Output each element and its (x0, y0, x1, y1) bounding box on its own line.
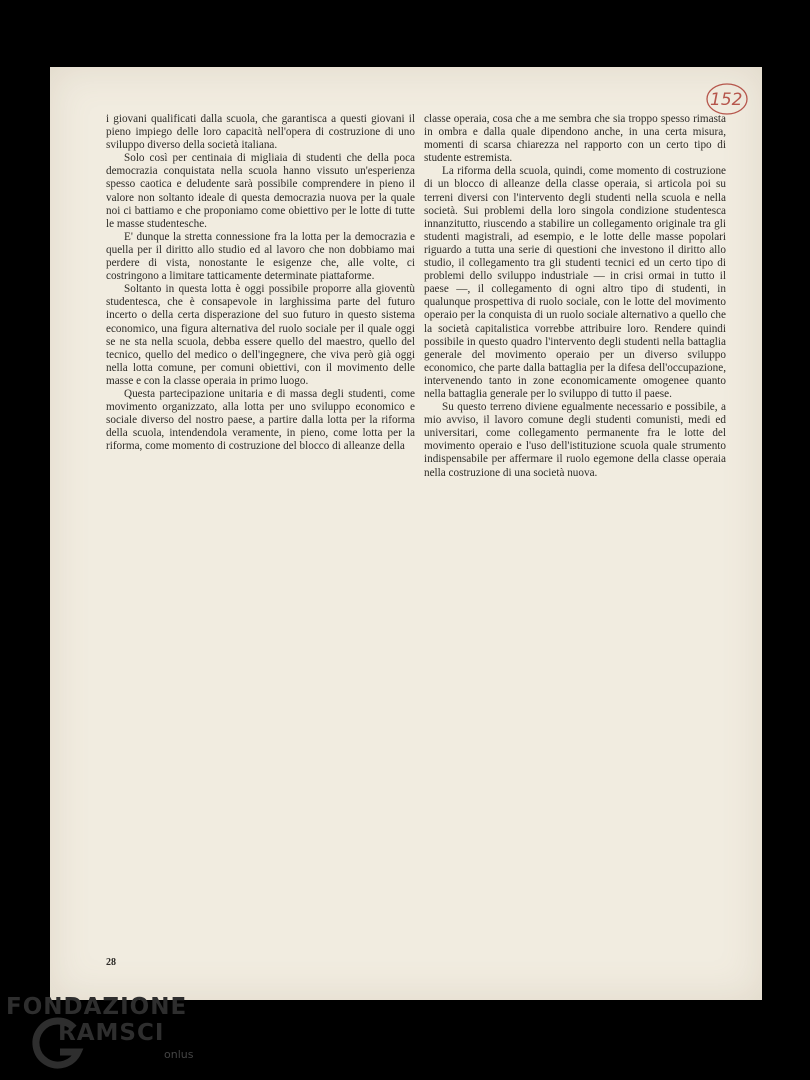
logo-subtitle: onlus (164, 1048, 194, 1061)
folio-number: 152 (710, 90, 743, 110)
paragraph: Su questo terreno diviene egualmente necessario e possibile, a mio avviso, il lavoro comune degli studenti comunisti, medi ed universitari, come collegamento permanente fra le lotte del movimento operaio e l'uso dell'istituzione scuola quale strumento indispensabile per affermare il ruolo egemone della classe operaia nella costruzione di una società nuova. (424, 401, 726, 479)
paragraph: i giovani qualificati dalla scuola, che garantisca a questi giovani il pieno impiego delle loro capacità nell'opera di costruzione di uno sviluppo diverso della società italiana. (106, 113, 415, 152)
page-number: 28 (106, 957, 116, 968)
paragraph: La riforma della scuola, quindi, come momento di costruzione di un blocco di alleanze della classe operaia, si articola poi su terreni diversi con l'intervento degli studenti nella scuola e nella società. Sui problemi della loro singola condizione studentesca innanzitutto, riuscendo a stabilire un collegamento originale tra gli studenti magistrali, ad esempio, e le lotte delle masse popolari riguardo a tutta una serie di questioni che investono il diritto allo studio, il collegamento tra gli studenti tecnici ed un certo tipo di problemi dello sviluppo industriale — in crisi ormai in tutto il paese —, il collegamento di ogni altro tipo di studenti, in qualunque prospettiva di ruolo sociale, con le lotte del movimento operaio per la conquista di un ruolo sociale alternativo a quello che la società capitalistica vorrebbe attribuire loro. Rendere quindi possibile in questo quadro l'intervento degli studenti nella battaglia generale del movimento operaio per un diverso sviluppo economico, che parte dalla battaglia per la difesa dell'occupazione, intervenendo tanto in zone economicamente omogenee quanto nella battaglia generale per lo sviluppo di tutto il paese. (424, 165, 726, 400)
left-column (106, 113, 415, 453)
fondazione-gramsci-logo (0, 990, 230, 1080)
folio-annotation (705, 81, 749, 117)
logo-line2: RAMSCI (58, 1020, 165, 1046)
right-column (424, 113, 726, 480)
paragraph: Soltanto in questa lotta è oggi possibile proporre alla gioventù studentesca, che è consapevole in larghissima parte del futuro incerto o della certa disperazione del suo futuro in questo sistema economico, una figura alternativa del ruolo sociale per il quale oggi se ne sta nella scuola, debba essere quello del maestro, quello del tecnico, quello del medico o dell'ingegnere, che viva però già oggi nella lotta comune, per comuni obiettivi, con il movimento delle masse e con la classe operaia in primo luogo. (106, 283, 415, 387)
paragraph: classe operaia, cosa che a me sembra che sia troppo spesso rimasta in ombra e dalla quale dipendono anche, in una certa misura, momenti di scarsa chiarezza nel rapporto con un certo tipo di studente estremista. (424, 113, 726, 165)
paragraph: Solo così per centinaia di migliaia di studenti che della poca democrazia conquistata nella scuola hanno vissuto un'esperienza spesso caotica e deludente sarà possibile comprendere in pieno il valore non soltanto ideale di questa democrazia nuova per la quale noi ci battiamo e che proponiamo come obiettivo per le lotte di tutte le masse studentesche. (106, 152, 415, 230)
paragraph: Questa partecipazione unitaria e di massa degli studenti, come movimento organizzato, alla lotta per uno sviluppo economico e sociale diverso del nostro paese, a partire dalla lotta per la riforma della scuola, intendendola veramente, in pieno, come lotta per la riforma, come momento di costruzione del blocco di alleanze della (106, 387, 415, 453)
paragraph: E' dunque la stretta connessione fra la lotta per la democrazia e quella per il diritto allo studio ed al lavoro che non dobbiamo mai perdere di vista, nonostante le esigenze che, alle volte, ci costringono a limitare tatticamente determinate piattaforme. (106, 230, 415, 283)
document-page (50, 67, 762, 1000)
logo-line1: FONDAZIONE (6, 994, 188, 1020)
